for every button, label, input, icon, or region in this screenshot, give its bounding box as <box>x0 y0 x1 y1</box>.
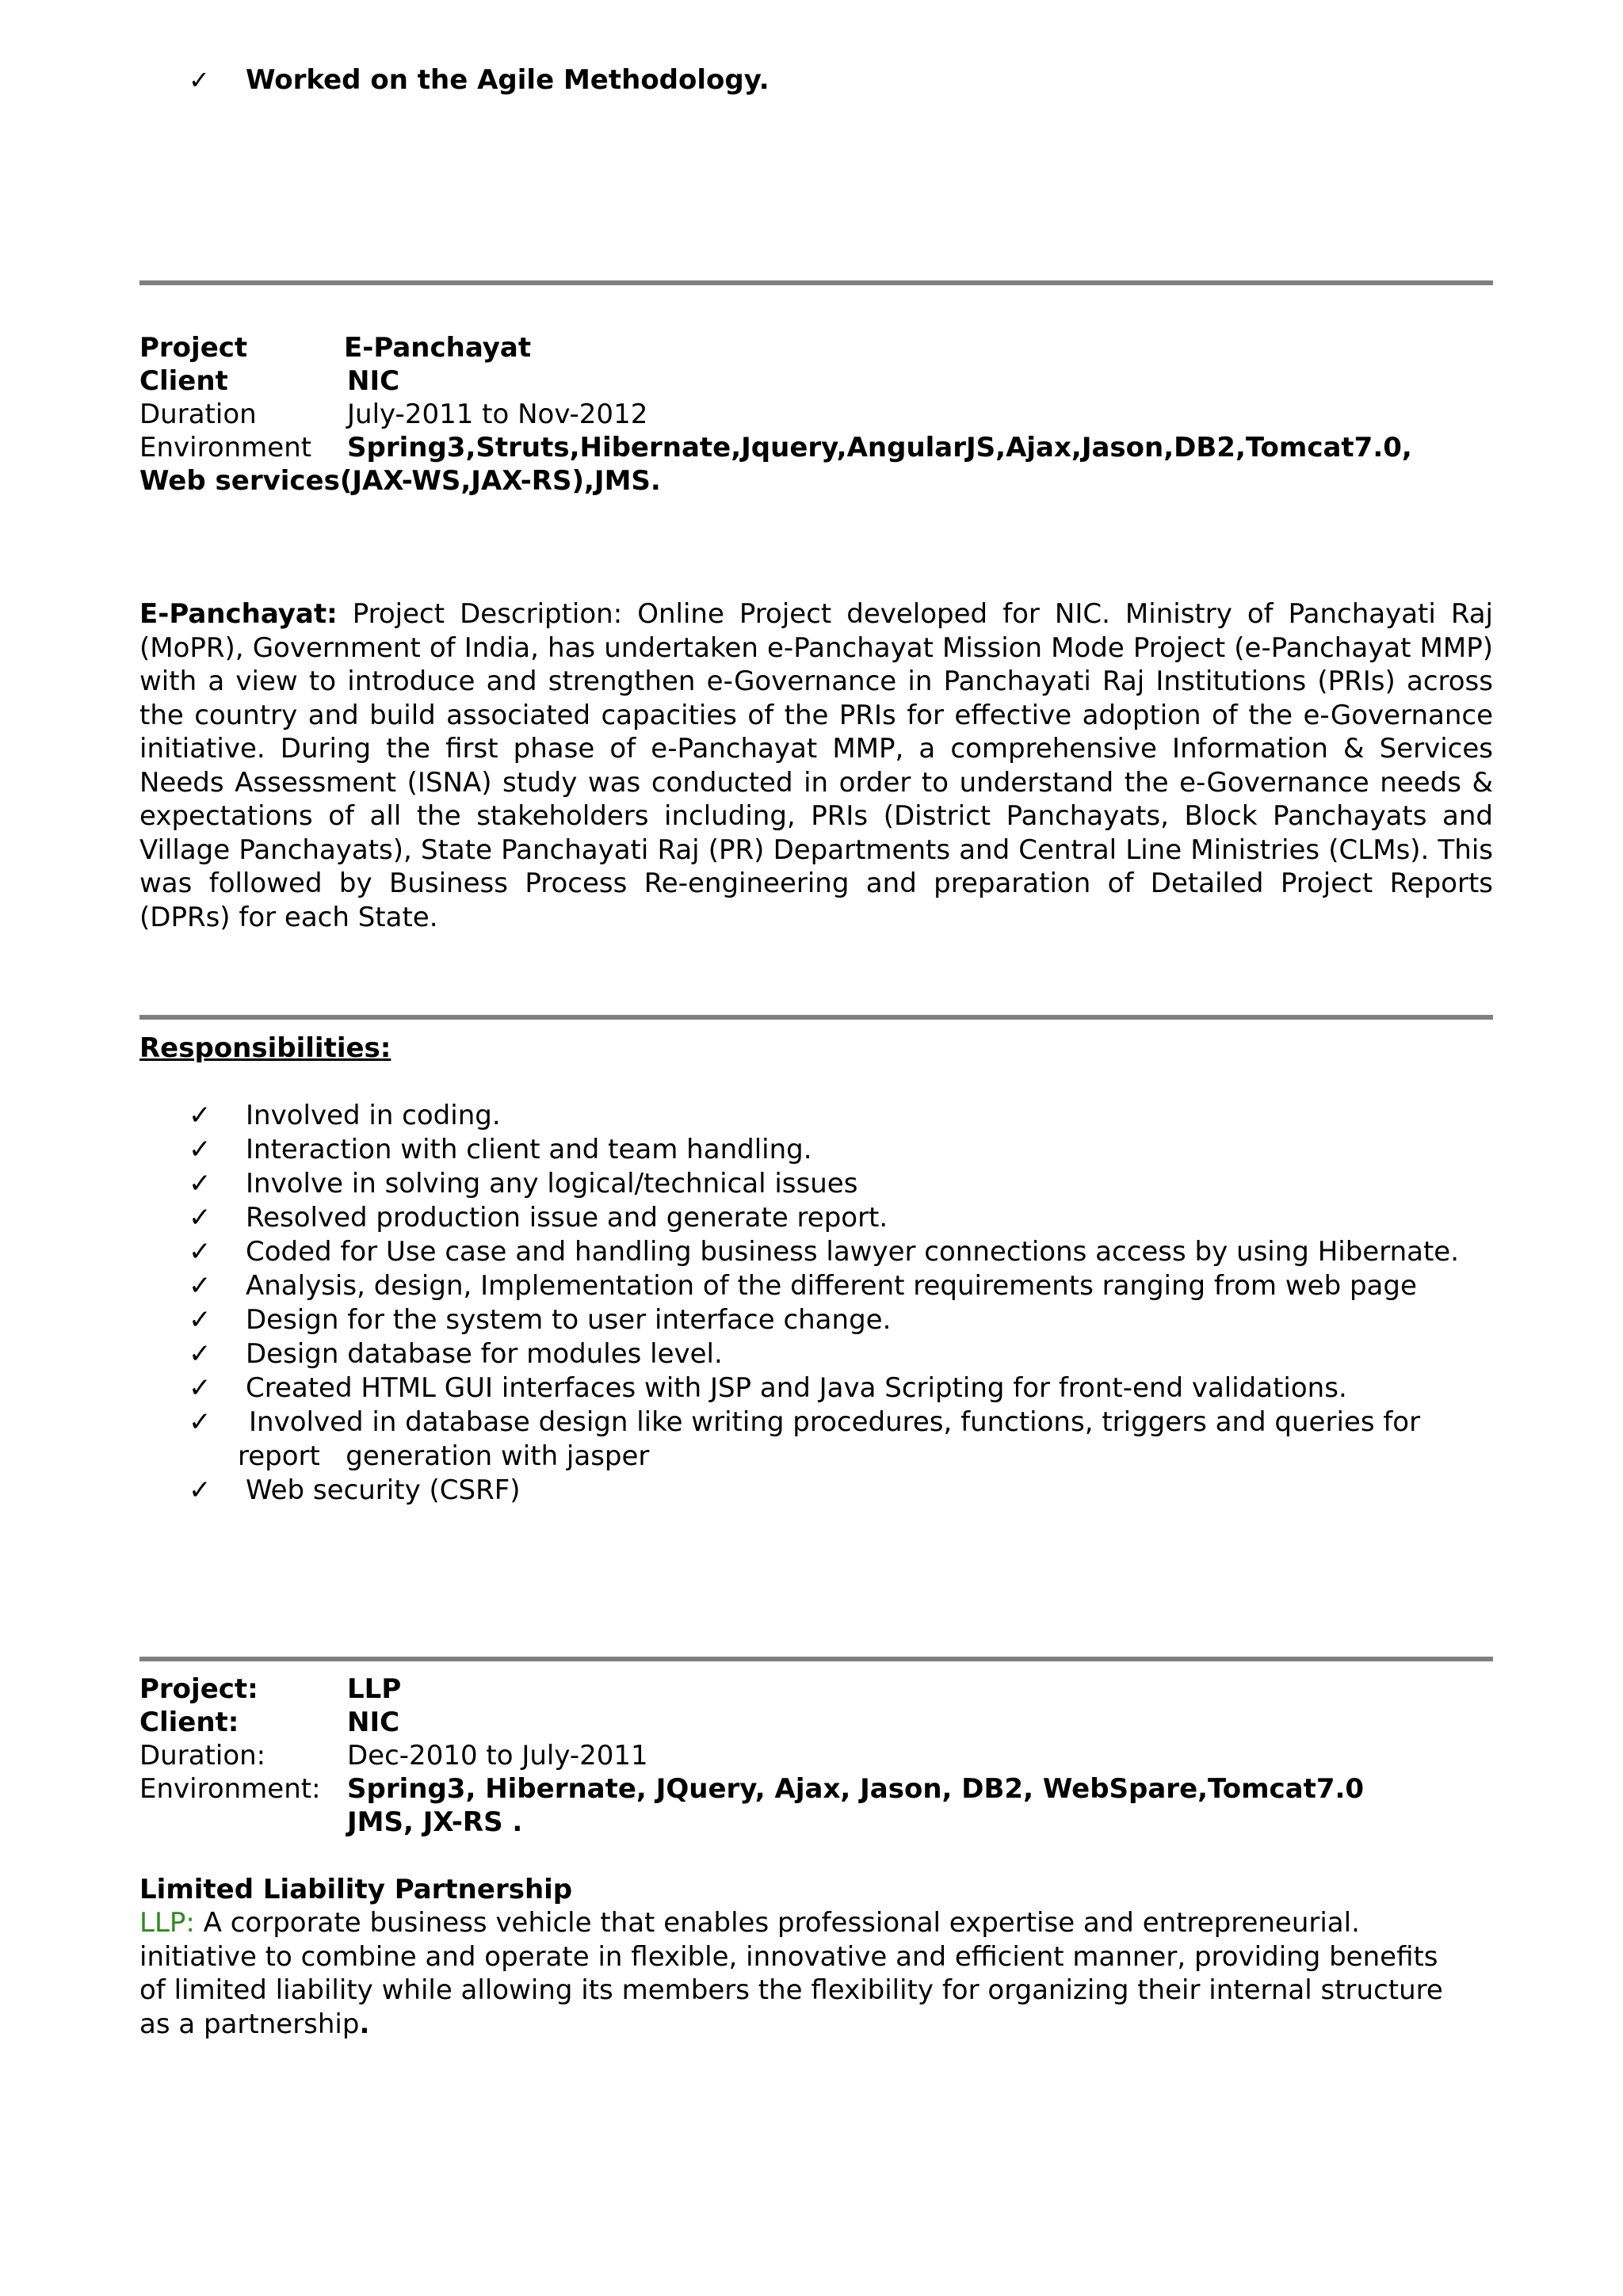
check-icon: ✓ <box>189 1168 212 1199</box>
environment-value: Spring3, Hibernate, JQuery, Ajax, Jason, DB2, WebSpare,Tomcat7.0 <box>347 1773 1365 1805</box>
check-icon: ✓ <box>189 1236 212 1268</box>
environment-label: Environment <box>139 432 312 463</box>
responsibilities-heading: Responsibilities: <box>139 1032 391 1064</box>
project-value: E-Panchayat <box>344 332 532 364</box>
top-bullet-text: Worked on the Agile Methodology. <box>246 64 769 96</box>
client-value: NIC <box>347 365 400 397</box>
project2-description: LLP: A corporate business vehicle that enables professional expertise and entrepreneurial. initiative to combine and operate in flexible, innovative and efficient manner, providing benefits of limited liability while allowing its members the flexibility for organizing their internal structure as a partnership. <box>139 1907 1443 2040</box>
check-icon: ✓ <box>189 1134 212 1165</box>
project-label: Project: <box>139 1673 258 1705</box>
resume-page: ✓ Worked on the Agile Methodology. Project E-Panchayat Client NIC Duration July-2011 to Nov-2012 Environment Spring3,Struts,Hibernate,Jquery,AngularJS,Ajax,Jason,DB2,Tomcat7.0, Web services(JAX-WS,JAX-RS),JMS. E-Panchayat: Project Description: Online Project developed for NIC. Ministry of Panchayati Raj (MoPR), Government of India, has undertaken e-Panchayat Mission Mode Project (e-Panchayat MMP) with a view to introduce and strengthen e-Governance in Panchayati Raj Institutions (PRIs) across the country and build associated capacities of the PRIs for effective adoption of the e-Governance initiative. During the first phase of e-Panchayat MMP, a comprehensive Information & Services Needs Assessment (ISNA) study was conducted in order to understand the e-Governance needs & expectations of all the stakeholders including, PRIs (District Panchayats, Block Panchayats and Village Panchayats), State Panchayati Raj (PR) Departments and Central Line Ministries (CLMs). This was followed by Business Process Re-engineering and preparation of Detailed Project Reports (DPRs) for each State. Responsibilities: ✓ Involved in coding. ✓ Interaction with client and team handling. ✓ Involve in solving any logical/technical issues ✓ Resolved production issue and generate report. ✓ Coded for Use case and handling business lawyer connections access by using Hibernate. ✓ Analysis, design, Implementation of the different requirements ranging from web page ✓ Design for the system to user interface change. ✓ Design database for modules level. ✓ Created HTML GUI interfaces with JSP and Java Scripting for front-end validations. ✓ Involved in database design like writing procedures, functions, triggers and queries for report generation with jasper ✓ Web security (CSRF) Project: LLP Client: NIC Duration: Dec-2010 to July-2011 Environment: Spring3, Hibernate, JQuery, Ajax, Jason, DB2, WebSpare,Tomcat7.0 JMS, JX-RS . Limited Liability Partnership LLP: A corporate business vehicle that enables professional expertise and entrepreneurial. initiative to combine and operate in flexible, innovative and efficient manner, providing benefits of limited liability while allowing its members the flexibility for organizing their internal structure as a partnership. <box>139 64 1493 2040</box>
duration-label: Duration: <box>139 1740 266 1772</box>
description-text: Project Description: Online Project developed for NIC. Ministry of Panchayati Raj (MoPR), Government of India, has undertaken e-Panchayat Mission Mode Project (e-Panchayat MMP) with a view to introduce and strengthen e-Governance in Panchayati Raj Institutions (PRIs) across the country and build associated capacities of the PRIs for effective adoption of the e-Governance initiative. During the first phase of e-Panchayat MMP, a comprehensive Information & Services Needs Assessment (ISNA) study was conducted in order to understand the e-Governance needs & expectations of all the stakeholders including, PRIs (District Panchayats, Block Panchayats and Village Panchayats), State Panchayati Raj (PR) Departments and Central Line Ministries (CLMs). This was followed by Business Process Re-engineering and preparation of Detailed Project Reports (DPRs) for each State. <box>139 598 1493 933</box>
duration-value: Dec-2010 to July-2011 <box>347 1740 648 1772</box>
list-item-continuation: report generation with jasper <box>238 1440 650 1472</box>
check-icon: ✓ <box>189 1474 212 1506</box>
project-label: Project <box>139 332 248 364</box>
section-divider <box>139 1015 1493 1020</box>
project1-description <box>139 597 1493 934</box>
description-title: E-Panchayat: <box>139 598 338 630</box>
check-icon: ✓ <box>189 65 210 95</box>
environment-value: Spring3,Struts,Hibernate,Jquery,AngularJS,Ajax,Jason,DB2,Tomcat7.0, <box>347 432 1412 463</box>
check-icon: ✓ <box>189 1202 212 1234</box>
check-icon: ✓ <box>189 1270 212 1302</box>
section-divider <box>139 280 1493 285</box>
client-label: Client: <box>139 1707 239 1738</box>
project-value: LLP <box>347 1673 402 1705</box>
section-divider <box>139 1657 1493 1661</box>
environment-label: Environment: <box>139 1773 321 1805</box>
client-label: Client <box>139 365 228 397</box>
check-icon: ✓ <box>189 1100 212 1131</box>
client-value: NIC <box>347 1707 400 1738</box>
duration-value: July-2011 to Nov-2012 <box>347 399 648 430</box>
check-icon: ✓ <box>189 1304 212 1336</box>
check-icon: ✓ <box>189 1406 212 1438</box>
check-icon: ✓ <box>189 1338 212 1370</box>
project2-subtitle: Limited Liability Partnership <box>139 1874 573 1905</box>
duration-label: Duration <box>139 399 257 430</box>
environment-value-continued: JMS, JX-RS . <box>347 1806 523 1838</box>
check-icon: ✓ <box>189 1372 212 1404</box>
environment-value-continued: Web services(JAX-WS,JAX-RS),JMS. <box>139 465 661 497</box>
llp-label: LLP: <box>139 1907 195 1939</box>
